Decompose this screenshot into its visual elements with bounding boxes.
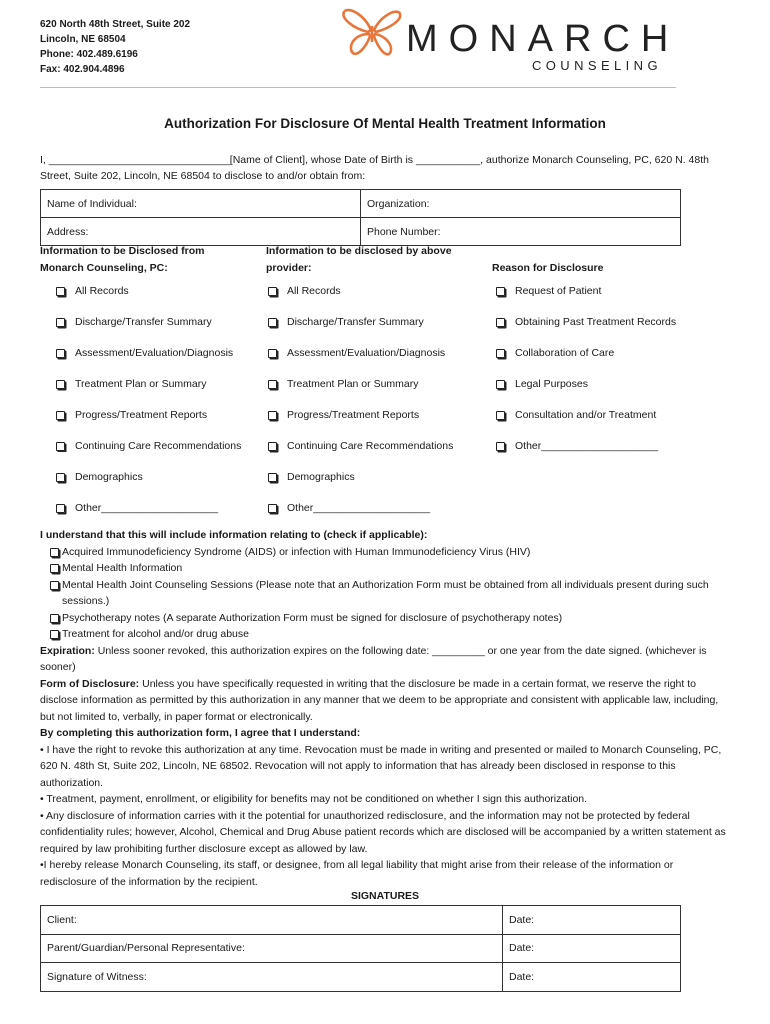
logo-subtitle: COUNSELING: [532, 58, 662, 73]
col3-checkbox-item[interactable]: Request of Patient: [496, 285, 601, 297]
clinic-address-block: [40, 17, 190, 77]
col3-checkbox-item[interactable]: Other____________________: [496, 440, 658, 452]
checkbox-icon[interactable]: [268, 473, 277, 482]
understand-checkbox-item[interactable]: Mental Health Information: [40, 560, 730, 577]
col1-checkbox-item[interactable]: Progress/Treatment Reports: [56, 409, 207, 421]
checkbox-icon[interactable]: [56, 473, 65, 482]
understand-section: [40, 527, 730, 890]
guardian-date-field[interactable]: Date:: [503, 934, 681, 963]
checkbox-icon[interactable]: [268, 349, 277, 358]
col1-checkbox-item[interactable]: Assessment/Evaluation/Diagnosis: [56, 347, 233, 359]
col3-checkbox-item[interactable]: Collaboration of Care: [496, 347, 614, 359]
understand-heading: I understand that this will include information relating to (check if applicable):: [40, 529, 428, 541]
understand-bullet: • I have the right to revoke this authorization at any time. Revocation must be made in writing and presented or mailed to Monarch Counseling, PC, 620 N. 48th St, Suite 202, Lincoln, NE 68502. Revocation will not apply to information that has already been disclosed in response to this authorization.: [40, 743, 722, 789]
col2-checkbox-item[interactable]: Treatment Plan or Summary: [268, 378, 419, 390]
understand-checkbox-item[interactable]: Acquired Immunodeficiency Syndrome (AIDS) or infection with Human Immunodeficiency Virus (HIV): [40, 544, 730, 561]
form-of-disclosure-paragraph: Form of Disclosure: Unless you have specifically requested in writing that the disclosure be made in a certain format, we reserve the right to disclose information as permitted by this authorization in any manner that we deem to be appropriate and consistent with applicable law, including, but not limited to, verbally, in paper format or electronically.: [40, 677, 719, 723]
butterfly-icon: [340, 4, 404, 60]
checkbox-icon[interactable]: [496, 287, 505, 296]
organization-field[interactable]: Organization:: [361, 190, 681, 218]
monarch-logo: [340, 4, 680, 76]
checkbox-icon[interactable]: [50, 564, 59, 573]
checkbox-icon[interactable]: [496, 411, 505, 420]
checkbox-icon[interactable]: [56, 380, 65, 389]
checkbox-icon[interactable]: [496, 442, 505, 451]
checkbox-icon[interactable]: [268, 504, 277, 513]
col2-header: Information to be disclosed by above provider:: [266, 245, 452, 274]
col2-checkbox-item[interactable]: Assessment/Evaluation/Diagnosis: [268, 347, 445, 359]
checkbox-icon[interactable]: [50, 548, 59, 557]
page-title: Authorization For Disclosure Of Mental Health Treatment Information: [164, 116, 606, 131]
col2-checkbox-item[interactable]: Discharge/Transfer Summary: [268, 316, 424, 328]
client-date-field[interactable]: Date:: [503, 906, 681, 935]
intro-statement: I, _______________________________[Name of Client], whose Date of Birth is ___________, authorize Monarch Counseling, PC, 620 N. 48th Street, Suite 202, Lincoln, NE 68504 to disclose to and/or obtain from:: [40, 154, 709, 182]
checkbox-icon[interactable]: [50, 630, 59, 639]
understand-checkbox-item[interactable]: Treatment for alcohol and/or drug abuse: [40, 626, 730, 643]
checkbox-icon[interactable]: [268, 380, 277, 389]
checkbox-icon[interactable]: [496, 318, 505, 327]
checkbox-icon[interactable]: [56, 411, 65, 420]
client-signature-field[interactable]: Client:: [41, 906, 503, 935]
checkbox-icon[interactable]: [56, 287, 65, 296]
understand-bullet: •I hereby release Monarch Counseling, its staff, or designee, from all legal liability that might arise from their release of the information or redisclosure of the information by the recipient.: [40, 859, 674, 888]
signature-row: [41, 906, 681, 935]
witness-date-field[interactable]: Date:: [503, 963, 681, 992]
checkbox-icon[interactable]: [56, 442, 65, 451]
checkbox-icon[interactable]: [268, 442, 277, 451]
address-line: Lincoln, NE 68504: [40, 34, 126, 45]
phone-line: Phone: 402.489.6196: [40, 49, 138, 60]
witness-signature-field[interactable]: Signature of Witness:: [41, 963, 503, 992]
col2-checkbox-item[interactable]: Demographics: [268, 471, 355, 483]
understand-bullet: • Any disclosure of information carries with it the potential for unauthorized redisclosure, and the information may not be protected by federal confidentiality rules; however, Alcohol, Chemical and Drug Abuse patient records which are disclosed will be accompanied by a written statement as required by law prohibiting further disclosure except as allowed by law.: [40, 809, 726, 855]
checkbox-icon[interactable]: [50, 614, 59, 623]
checkbox-icon[interactable]: [268, 287, 277, 296]
col1-checkbox-item[interactable]: Continuing Care Recommendations: [56, 440, 252, 452]
understand-checkbox-item[interactable]: Mental Health Joint Counseling Sessions (Please note that an Authorization Form must be obtained from all individuals present during such sessions.): [40, 577, 730, 610]
understand-checkbox-item[interactable]: Psychotherapy notes (A separate Authorization Form must be signed for disclosure of psychotherapy notes): [40, 610, 730, 627]
col3-checkbox-item[interactable]: Consultation and/or Treatment: [496, 409, 656, 421]
col2-checkbox-item[interactable]: Progress/Treatment Reports: [268, 409, 419, 421]
col2-checkbox-item[interactable]: All Records: [268, 285, 341, 297]
recipient-info-table: [40, 189, 681, 246]
checkbox-icon[interactable]: [56, 318, 65, 327]
col1-header: Information to be Disclosed from Monarch Counseling, PC:: [40, 245, 205, 274]
col3-header: Reason for Disclosure: [492, 262, 604, 274]
guardian-signature-field[interactable]: Parent/Guardian/Personal Representative:: [41, 934, 503, 963]
checkbox-icon[interactable]: [496, 349, 505, 358]
checkbox-icon[interactable]: [268, 411, 277, 420]
name-of-individual-field[interactable]: Name of Individual:: [41, 190, 361, 218]
header-divider: [40, 87, 676, 88]
checkbox-icon[interactable]: [268, 318, 277, 327]
signature-row: [41, 934, 681, 963]
col3-checkbox-item[interactable]: Legal Purposes: [496, 378, 588, 390]
col2-checkbox-item[interactable]: Continuing Care Recommendations: [268, 440, 453, 452]
checkbox-icon[interactable]: [496, 380, 505, 389]
col1-checkbox-item[interactable]: Discharge/Transfer Summary: [56, 316, 212, 328]
logo-wordmark: MONARCH: [406, 18, 680, 60]
col1-checkbox-item[interactable]: Demographics: [56, 471, 143, 483]
address-line: 620 North 48th Street, Suite 202: [40, 19, 191, 30]
col1-checkbox-item[interactable]: Treatment Plan or Summary: [56, 378, 207, 390]
understand-bullet: • Treatment, payment, enrollment, or eligibility for benefits may not be conditioned on whether I sign this authorization.: [40, 793, 588, 805]
col3-checkbox-item[interactable]: Obtaining Past Treatment Records: [496, 316, 676, 328]
expiration-paragraph: Expiration: Unless sooner revoked, this authorization expires on the following date: _________ or one year from the date signed. (whichever is sooner): [40, 644, 707, 673]
checkbox-icon[interactable]: [56, 349, 65, 358]
checkbox-icon[interactable]: [56, 504, 65, 513]
completing-heading: By completing this authorization form, I agree that I understand:: [40, 727, 361, 739]
col1-checkbox-item[interactable]: Other____________________: [56, 502, 218, 514]
phone-number-field[interactable]: Phone Number:: [361, 218, 681, 246]
col2-checkbox-item[interactable]: Other____________________: [268, 502, 430, 514]
signatures-title: SIGNATURES: [350, 890, 420, 902]
checkbox-icon[interactable]: [50, 581, 59, 590]
signature-row: [41, 963, 681, 992]
signatures-table: [40, 905, 681, 992]
address-field[interactable]: Address:: [41, 218, 361, 246]
col1-checkbox-item[interactable]: All Records: [56, 285, 129, 297]
fax-line: Fax: 402.904.4896: [40, 64, 125, 75]
